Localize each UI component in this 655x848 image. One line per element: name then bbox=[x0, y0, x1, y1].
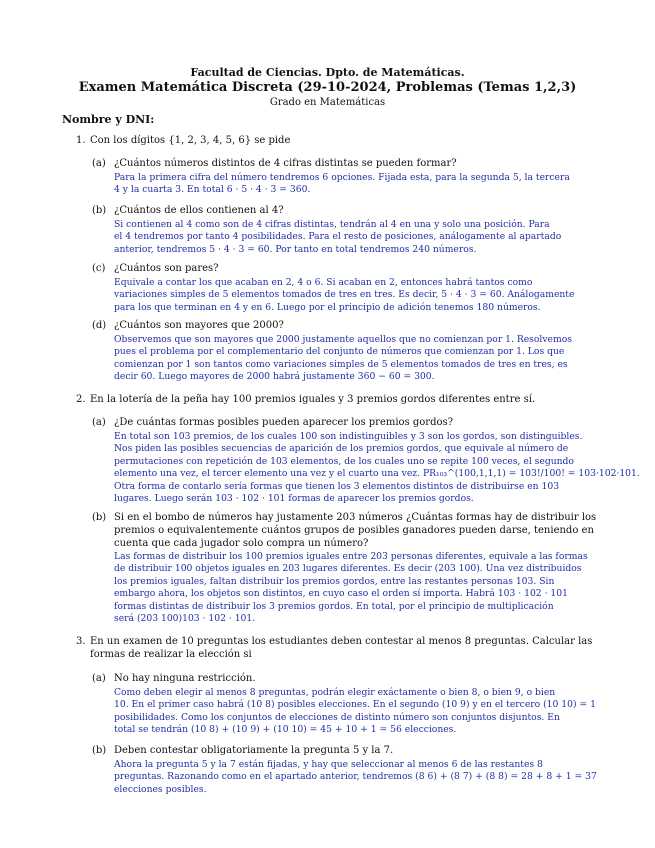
question-number: 3. bbox=[76, 636, 86, 647]
part-label: (c) bbox=[92, 263, 106, 274]
part-text-line: Si en el bombo de números hay justamente 203 números ¿Cuántas formas hay de distribuir los bbox=[114, 512, 597, 523]
answer-1c bbox=[114, 277, 574, 314]
question-text-line: formas de realizar la elección si bbox=[90, 649, 252, 660]
question-text: Con los dígitos {1, 2, 3, 4, 5, 6} se pide bbox=[90, 135, 291, 146]
answer-2a bbox=[114, 431, 640, 505]
part-text: ¿Cuántos números distintos de 4 cifras distintas se pueden formar? bbox=[114, 158, 457, 169]
part-1d bbox=[92, 319, 284, 332]
question-text: En la lotería de la peña hay 100 premios iguales y 3 premios gordos diferentes entre sí. bbox=[90, 394, 536, 405]
answer-line: Equivale a contar los que acaban en 2, 4 o 6. Si acaban en 2, entonces habrá tantos como bbox=[114, 277, 533, 288]
question-1 bbox=[76, 134, 291, 147]
part-label: (b) bbox=[92, 512, 107, 523]
answer-line: será (203 100)103 · 102 · 101. bbox=[114, 613, 256, 625]
answer-line: Observemos que son mayores que 2000 justamente aquellos que no comienzan por 1. Resolvemos bbox=[114, 334, 572, 345]
part-2b bbox=[92, 511, 597, 550]
part-text: ¿Cuántos de ellos contienen al 4? bbox=[114, 205, 284, 216]
answer-line: Para la primera cifra del número tendremos 6 opciones. Fijada esta, para la segunda 5, la tercera bbox=[114, 172, 570, 183]
answer-line: Ahora la pregunta 5 y la 7 están fijadas, y hay que seleccionar al menos 6 de las restantes 8 bbox=[114, 759, 543, 770]
exam-title: Examen Matemática Discreta (29-10-2024, Problemas (Temas 1,2,3) bbox=[78, 80, 577, 95]
part-label: (a) bbox=[92, 673, 106, 684]
part-1b bbox=[92, 204, 284, 217]
question-3 bbox=[76, 635, 593, 661]
answer-3b bbox=[114, 759, 597, 796]
answer-line: Como deben elegir al menos 8 preguntas, podrán elegir exáctamente o bien 8, o bien 9, o bien bbox=[114, 687, 556, 698]
part-label: (d) bbox=[92, 320, 107, 331]
answer-1d bbox=[114, 334, 572, 384]
answer-line: variaciones simples de 5 elementos tomados de tres en tres. Es decir, 5 · 4 · 3 = 60. Análogamente bbox=[114, 289, 575, 301]
question-text-line: En un examen de 10 preguntas los estudiantes deben contestar al menos 8 preguntas. Calcular las bbox=[90, 636, 593, 647]
answer-line: Otra forma de contarlo sería formas que tienen los 3 elementos distintos de distribuirse en 103 bbox=[114, 480, 560, 492]
part-3b bbox=[92, 744, 394, 757]
answer-line: Si contienen al 4 como son de 4 cifras distintas, tendrán al 4 en una y solo una posición. Para bbox=[114, 219, 550, 230]
question-number: 1. bbox=[76, 135, 86, 146]
answer-1a bbox=[114, 172, 570, 197]
part-text: ¿De cuántas formas posibles pueden aparecer los premios gordos? bbox=[114, 417, 454, 428]
answer-line: de distribuir 100 objetos iguales en 203 lugares diferentes. Es decir (203 100). Una vez distribuidos bbox=[114, 563, 582, 575]
answer-line: formas distintas de distribuir los 3 premios gordos. En total, por el principio de multiplicación bbox=[114, 600, 554, 612]
answer-line: para los que terminan en 4 y en 6. Luego por el principio de adición tenemos 180 números. bbox=[114, 301, 541, 313]
answer-line: los premios iguales, faltan distribuir los premios gordos, entre las restantes personas 103. Sin bbox=[114, 575, 555, 587]
answer-line: posibilidades. Como los conjuntos de elecciones de distinto número son conjuntos disjuntos. En bbox=[114, 711, 560, 723]
answer-line: Nos piden las posibles secuencias de aparición de los premios gordos, que equivale al número de bbox=[114, 443, 569, 455]
part-1a bbox=[92, 157, 457, 170]
student-name-label: Nombre y DNI: bbox=[62, 113, 155, 126]
part-label: (b) bbox=[92, 745, 107, 756]
answer-line: pues el problema por el complementario del conjunto de números que comienzan por 1. Los que bbox=[114, 346, 565, 358]
answer-line: el 4 tendremos por tanto 4 posibilidades. Para el resto de posiciones, análogamente al apartado bbox=[114, 231, 562, 243]
answer-line: embargo ahora, los objetos son distintos, en cuyo caso el orden sí importa. Habrá 103 · 102 · 101 bbox=[114, 588, 568, 600]
part-1c bbox=[92, 262, 219, 275]
answer-line: total se tendrán (10 8) + (10 9) + (10 10) = 45 + 10 + 1 = 56 elecciones. bbox=[114, 724, 457, 736]
part-text-line: cuenta que cada jugador solo compra un número? bbox=[114, 538, 369, 549]
answer-line: preguntas. Razonando como en el apartado anterior, tendremos (8 6) + (8 7) + (8 8) = 28 + 8 + 1 = 37 bbox=[114, 771, 597, 783]
answer-line: Las formas de distribuir los 100 premios iguales entre 203 personas diferentes, equivale a las formas bbox=[114, 551, 588, 562]
part-3a bbox=[92, 672, 256, 685]
answer-1b bbox=[114, 219, 561, 256]
question-2 bbox=[76, 393, 536, 406]
answer-line: elemento una vez, el tercer elemento una vez y el cuarto una vez. PR₁₀₃^(100,1,1,1) = 103!/100! = 103·102·101. bbox=[114, 468, 640, 480]
part-text-line: premios o equivalentemente cuántos grupos de posibles ganadores pueden darse, teniendo en bbox=[114, 525, 594, 536]
answer-line: lugares. Luego serán 103 · 102 · 101 formas de aparecer los premios gordos. bbox=[114, 493, 474, 505]
faculty-line: Facultad de Ciencias. Dpto. de Matemáticas. bbox=[190, 66, 465, 79]
part-label: (b) bbox=[92, 205, 107, 216]
answer-line: elecciones posibles. bbox=[114, 783, 207, 795]
answer-line: anterior, tendremos 5 · 4 · 3 = 60. Por tanto en total tendremos 240 números. bbox=[114, 243, 477, 255]
answer-line: comienzan por 1 son tantos como variaciones simples de 5 elementos tomados de tres en tres, es bbox=[114, 358, 568, 370]
answer-3a bbox=[114, 687, 596, 737]
part-text: No hay ninguna restricción. bbox=[114, 673, 256, 684]
part-label: (a) bbox=[92, 158, 106, 169]
answer-2b bbox=[114, 551, 588, 625]
part-text: ¿Cuántos son pares? bbox=[114, 263, 219, 274]
answer-line: permutaciones con repetición de 103 elementos, de los cuales uno se repite 100 veces, el segundo bbox=[114, 455, 574, 467]
answer-line: 4 y la cuarta 3. En total 6 · 5 · 4 · 3 = 360. bbox=[114, 184, 311, 196]
part-label: (a) bbox=[92, 417, 106, 428]
question-number: 2. bbox=[76, 394, 86, 405]
part-text: Deben contestar obligatoriamente la pregunta 5 y la 7. bbox=[114, 745, 394, 756]
part-text: ¿Cuántos son mayores que 2000? bbox=[114, 320, 284, 331]
part-2a bbox=[92, 416, 454, 429]
answer-line: decir 60. Luego mayores de 2000 habrá justamente 360 − 60 = 300. bbox=[114, 371, 435, 383]
degree-line: Grado en Matemáticas bbox=[269, 97, 386, 108]
answer-line: 10. En el primer caso habrá (10 8) posibles elecciones. En el segundo (10 9) y en el tercero (10 10) = 1 bbox=[114, 699, 596, 711]
answer-line: En total son 103 premios, de los cuales 100 son indistinguibles y 3 son los gordos, son distinguibles. bbox=[114, 431, 583, 442]
